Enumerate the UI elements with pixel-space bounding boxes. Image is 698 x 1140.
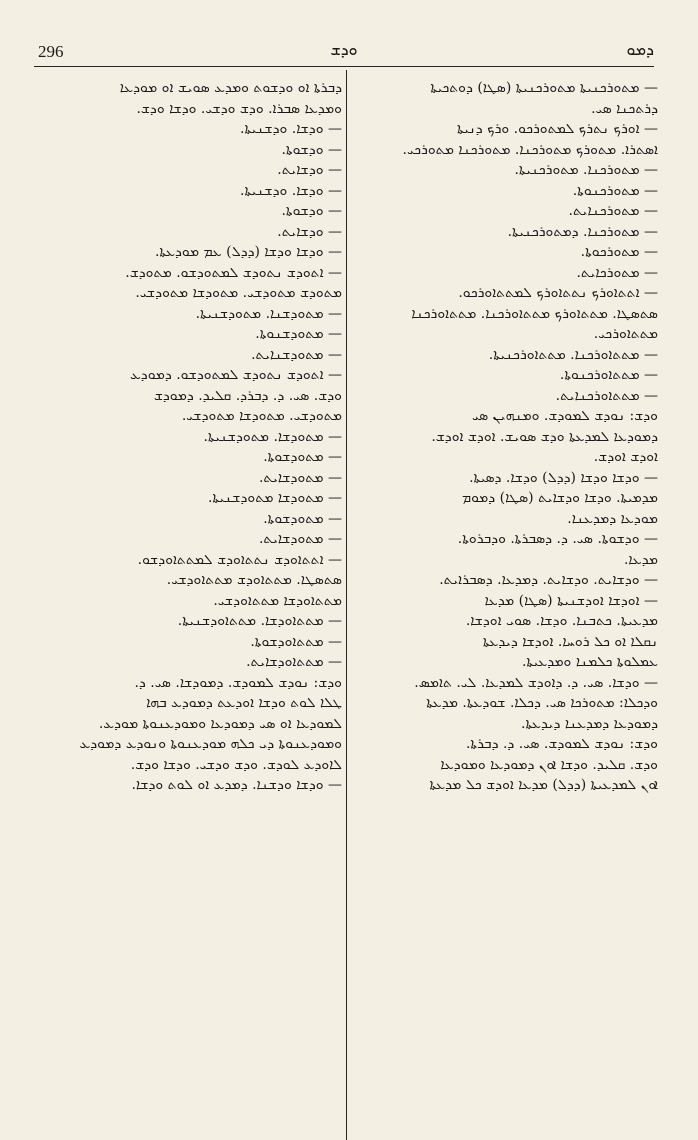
text-line: ܘܕܟܠܐ: ܡܬܘܪܟܐ ܣܝ. ܕܟܠܐ. ܫܘܕܥܬܐ. ܡܕܥܬܐ xyxy=(426,695,658,711)
text-line: ܐܣܬܪܐ. ܡܬܘܪܟ ܡܬܘܪܟܢܐ. ܡܬܘܪܟܢܐ ܡܬܘܪܟܝ. xyxy=(402,141,658,158)
text-line: ܐܘܕܫ ܐܘܕܫ. xyxy=(593,449,658,465)
text-line: — ܡܬܬܐܘܕܫܘܬܐ. xyxy=(250,633,342,650)
text-line: — ܐܬܬܐܘܪܟ ܢܬܬܐܘܪܟ ܠܡܬܬܐܘܪܟܘ. xyxy=(458,285,658,301)
text-line: — ܡܬܬܐܘܕܫܐܝܬ. xyxy=(246,654,342,670)
text-line: — ܡܬܘܕܫܐܝܬ. xyxy=(258,531,342,547)
text-line: ܢܩܠܐ ܐܘ ܟܠ ܪܘܚܐ. ܐܘܕܫܐ ܕܝܕܥܬܐ xyxy=(482,633,658,650)
text-line: ܡܕܥܝܬܐ. ܟܬܒܢܐ. ܘܕܫܐ. ܣܘܝ ܐܘܕܫܐ. xyxy=(465,613,658,629)
text-line: — ܘܕܫܘܬܐ. xyxy=(281,203,342,219)
text-line: — ܐܘܕܫܐ ܐܘܕܫܢܝܬܐ (ܣܛܐ) ܡܕܥܐ xyxy=(484,592,658,609)
text-line: ܘܕܫ. ܩܠܝܕ. ܘܕܫܐ ܐܘܢ ܕܡܘܕܥܐ ܘܡܘܕܥܐ xyxy=(440,756,658,773)
text-line: — ܘܕܫܐ ܘܕܫܢܐ. ܕܡܕܥ ܐܘ ܠܘܬ ܘܕܫܐ. xyxy=(131,777,342,793)
text-line: ܘܕܫ: ܢܘܕܫ ܠܡܘܕܫ. ܕܡܘܕܫܐ. ܣܝ. ܕ. xyxy=(134,674,342,691)
text-line: — ܡܬܘܕܫܢܐܝܬ. xyxy=(251,346,342,363)
text-line: — ܡܬܘܕܫܐ ܡܬܘܕܫܢܝܬܐ. xyxy=(207,490,342,506)
text-line: ܘܡܕܥܐ ܣܒܪܐ. ܘܕܫ ܘܕܫܝ. ܘܕܫܐ ܘܕܫ. xyxy=(136,100,342,117)
text-line: — ܐܘܪܟ ܢܬܪܟ ܠܡܬܘܪܟܘ. ܘܪܟ ܕܢܝܬܐ xyxy=(456,121,658,137)
text-line: ܕܡܘܕܥܐ ܕܡܕܥܢܐ ܕܝܕܥܬܐ. xyxy=(521,715,658,732)
running-head: ܘܕܫ xyxy=(330,40,358,59)
text-line: ܡܘܕܥܐ ܕܡܕܥܢܐ. xyxy=(567,510,658,527)
page-number: 296 xyxy=(38,42,64,61)
text-line: — ܡܬܘܕܫܢܐ. ܡܬܘܕܫܢܝܬܐ. xyxy=(195,305,342,322)
text-line: — ܘܕܫܘܬܐ. ܣܝ. ܕ. ܕܣܒܪܬܐ. ܘܕܒܪܘܬܐ. xyxy=(457,531,658,547)
text-line: ܠܐܘܕܥ ܠܘܕܫ. ܘܕܫ ܘܕܫܝ. ܘܕܫܐ ܘܕܫ. xyxy=(130,756,342,773)
text-line: — ܐܬܘܕܫ ܢܬܘܕܫ ܠܡܬܘܕܫܘ. ܡܬܘܕܫ. xyxy=(125,264,342,281)
text-line: — ܡܬܬܐܘܪܟܢܐܝܬ. xyxy=(555,387,658,404)
text-line: — ܡܬܘܪܟܢܘܬܐ. xyxy=(572,182,658,199)
text-line: — ܘܕܫܐܝܬ. ܘܕܫܐܝܬ. ܕܡܕܥܐ. ܕܣܒܪܐܝܬ. xyxy=(439,572,658,588)
text-line: ܘܕܫ: ܢܘܕܫ ܠܡܘܕܫ. ܘܡܢܗܝܢ ܣܝ xyxy=(471,408,658,424)
text-line: — ܘܕܫܐ. ܘܕܫܢܝܬܐ. xyxy=(240,121,342,137)
text-line: — ܡܬܘܕܫܐ. ܡܬܘܕܫܢܝܬܐ. xyxy=(203,428,342,445)
text-line: ܣܬܣܛܐ. ܡܬܬܐܘܕܫ ܡܬܬܐܘܕܫܝ. xyxy=(166,572,342,588)
text-line: ܡܬܘܕܫܝ. ܡܬܘܕܫܐ ܡܬܘܕܫܝ. xyxy=(181,408,342,424)
text-line: ܡܬܬܐܘܕܫܐ ܡܬܬܐܘܕܫܝ. xyxy=(213,592,342,609)
text-line: ܕܪܬܟܢܐ ܣܝ. xyxy=(591,100,658,117)
text-line: ܡܕܥܐ. xyxy=(623,551,658,568)
text-line: — ܘܕܫܐ. ܣܝ. ܕ. ܕܐܘܕܫ ܠܡܕܥܐ. ܠܝ. ܬܐܡܣ. xyxy=(414,674,658,691)
text-line: ܡܬܬܐܘܪܟܝ. xyxy=(593,326,658,342)
text-line: — ܡܬܘܕܫܘܬܐ. xyxy=(263,510,342,527)
text-line: — ܡܬܘܕܫܐܝܬ. xyxy=(258,469,342,486)
text-line: ܥܡܠܘܬܐ ܟܠܡܢܐ ܘܡܕܥܝܬܐ. xyxy=(521,654,658,670)
text-line: — ܡܬܘܪܟܐܝܬ. xyxy=(576,264,658,281)
text-line: ܛܠܐ ܠܘܬ ܘܕܫܐ ܐܘܕܥܬ ܕܡܘܕܥ ܒܗܐ xyxy=(146,695,342,711)
text-line: — ܡܬܘܕܫܘܬܐ. xyxy=(263,449,342,465)
text-line: — ܘܕܫܐ ܘܕܫܐ (ܕܕܠ) ܥܡ ܡܘܕܥܬܐ. xyxy=(154,244,342,260)
text-line: ܕܒܪܬܐ ܐܘ ܘܕܫܘܬ ܘܡܕܥ ܣܘܝܫ ܐܘ ܡܘܕܥܐ xyxy=(119,80,342,96)
text-line: — ܡܬܘܪܟܘܬܐ. xyxy=(580,244,658,260)
text-line: ܕܡܘܕܥܐ ܠܡܕܥܬܐ ܘܕܫ ܣܘܝܫ. ܐܘܕܫ ܐܘܕܫ. xyxy=(431,428,658,445)
text-line: — ܡܬܘܪܟܢܐܝܬ. xyxy=(568,203,658,219)
text-line: ܘܕܫ. ܣܝ. ܕ. ܕܒܪܕ. ܩܠܝܕ. ܕܡܘܕܫ xyxy=(153,387,342,404)
header-rule xyxy=(34,66,654,67)
right-column xyxy=(352,78,658,796)
text-line: ܠܡܘܕܥܐ ܐܘ ܣܝ ܕܡܘܕܥܐ ܘܡܘܕܥܢܘܬܐ ܡܘܕܥ. xyxy=(98,715,342,732)
text-line: — ܡܬܘܪܟܢܝܬܐ ܡܬܘܪܟܢܝܬܐ (ܣܛܐ) ܕܘܬܟܝܬܐ xyxy=(430,80,658,96)
text-line: ܐܘܢ ܠܡܕܥܝܬܐ (ܕܕܠ) ܡܕܥܐ ܐܘܕܫ ܟܠ ܡܕܥܬܐ xyxy=(429,777,658,793)
text-line: — ܘܕܫܘܬܐ. xyxy=(281,141,342,158)
text-line: — ܘܕܫܐ. ܘܕܫܢܝܬܐ. xyxy=(240,182,342,199)
column-divider xyxy=(346,70,347,1140)
text-line: ܡܬܘܕܫ ܡܬܘܕܫܝ. ܡܬܘܕܫܐ ܡܬܘܕܫܝ. xyxy=(135,285,342,301)
text-line: ܘܕܫ: ܢܘܕܫ ܠܡܘܕܫ. ܣܝ. ܕ. ܕܒܪܬܐ. xyxy=(465,736,658,752)
text-line: — ܘܕܫܐܝܬ. xyxy=(277,223,342,240)
text-line: — ܡܬܘܪܟܢܐ. ܕܡܬܘܪܟܢܝܬܐ. xyxy=(507,223,658,240)
text-line: — ܡܬܬܐܘܪܟܢܘܬܐ. xyxy=(559,367,658,383)
text-line: — ܡܬܬܐܘܪܟܢܐ. ܡܬܬܐܘܪܟܢܝܬܐ. xyxy=(488,346,658,363)
text-line: — ܡܬܘܕܫܢܘܬܐ. xyxy=(255,326,342,342)
running-head-right: ܕܡܘ xyxy=(626,40,654,59)
text-line: ܣܬܣܛܐ. ܡܬܬܐܘܪܟ ܡܬܬܐܘܪܟܢܐ. ܡܬܬܐܘܪܟܢܐ xyxy=(411,305,658,322)
text-line: — ܐܬܘܕܫ ܢܬܘܕܫ ܠܡܬܘܕܫܘ. ܕܡܘܕܥ xyxy=(129,367,342,383)
text-line: ܡܕܡܝܬܐ. ܘܕܫܐ ܘܕܫܐܝܬ (ܣܛܐ) ܕܡܘܡ xyxy=(462,490,658,506)
left-column xyxy=(42,78,342,796)
text-line: — ܐܬܬܐܘܕܫ ܢܬܬܐܘܕܫ ܠܡܬܬܐܘܕܫܘ. xyxy=(137,551,342,568)
text-line: — ܘܕܫܐ ܘܕܫܐ (ܕܕܠ) ܘܕܫܐ. ܕܣܝܬܐ. xyxy=(469,469,658,486)
page-header xyxy=(30,36,658,68)
text-line: — ܡܬܬܐܘܕܫܐ. ܡܬܬܐܘܕܫܢܝܬܐ. xyxy=(177,613,342,629)
text-line: — ܡܬܘܪܟܢܐ. ܡܬܘܪܟܢܝܬܐ. xyxy=(514,162,658,178)
text-line: — ܘܕܫܐܝܬ. xyxy=(277,162,342,178)
text-line: ܘܡܘܕܥܢܘܬܐ ܕܝ ܟܠܗ ܡܘܕܥܢܘܬܐ ܘܢܘܕܥ ܕܡܘܕܥ xyxy=(79,736,342,752)
